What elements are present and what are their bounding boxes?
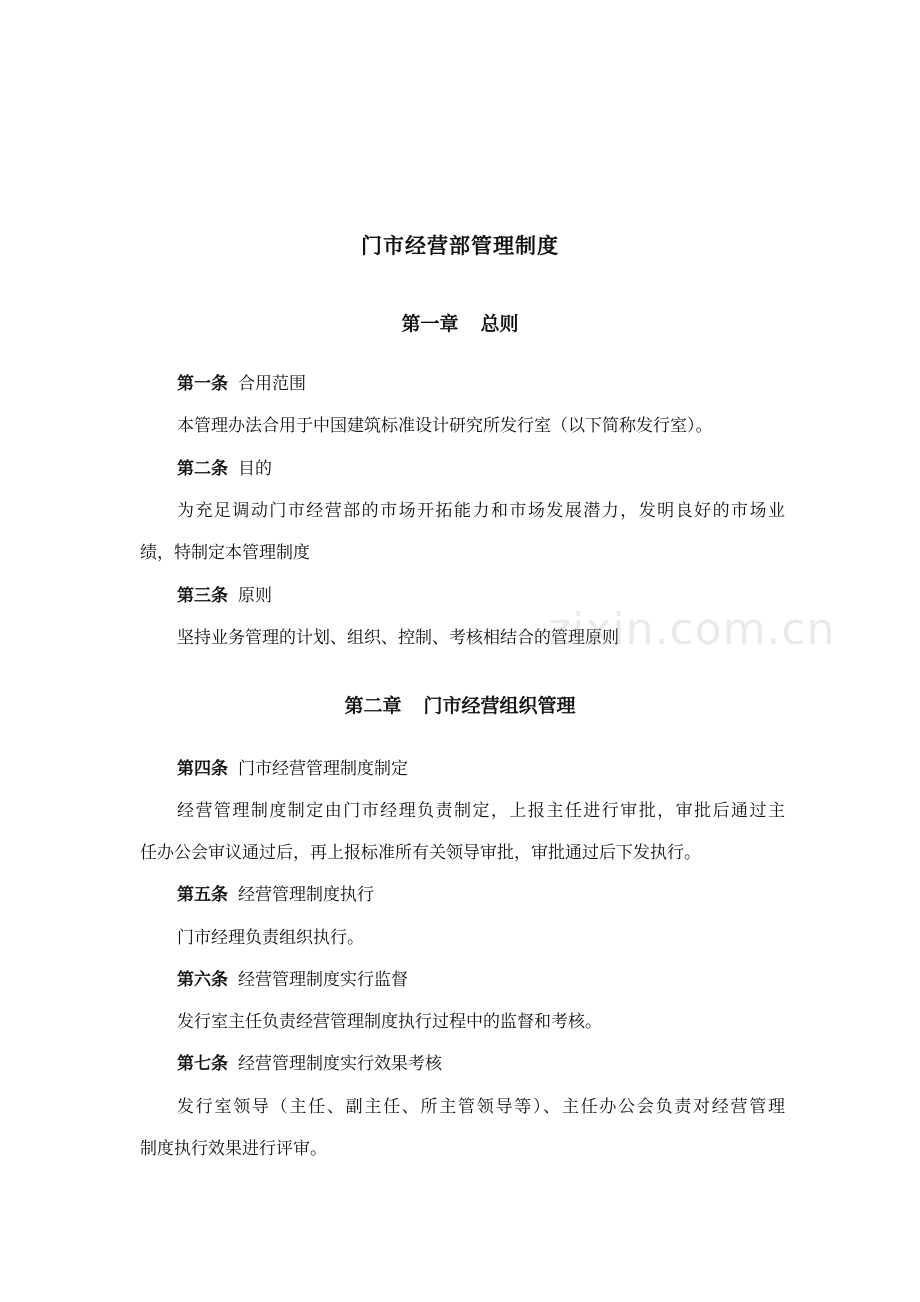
article-5-body: 门市经理负责组织执行。 (177, 928, 364, 948)
article-2-heading-text: 目的 (238, 459, 272, 479)
article-4-heading (177, 755, 822, 783)
article-7-heading-text: 经营管理制度实行效果考核 (238, 1054, 442, 1074)
article-2-heading (177, 455, 822, 483)
article-1-number: 第一条 (177, 374, 228, 394)
article-4-heading-text: 门市经营管理制度制定 (238, 759, 408, 779)
article-5-heading (177, 881, 822, 909)
article-2-body-line-2: 绩，特制定本管理制度 (140, 543, 310, 563)
article-7-number: 第七条 (177, 1054, 228, 1074)
article-6-body: 发行室主任负责经营管理制度执行过程中的监督和考核。 (177, 1012, 602, 1032)
article-5-number: 第五条 (177, 885, 228, 905)
article-4-body-line-2: 任办公会审议通过后，再上报标准所有关领导审批，审批通过后下发执行。 (140, 843, 701, 863)
watermark: zixin.com.cn (548, 604, 836, 655)
document-title: 门市经营部管理制度 (361, 233, 559, 258)
article-6-heading-text: 经营管理制度实行监督 (238, 970, 408, 990)
article-7-body-line-1: 发行室领导（主任、副主任、所主管领导等）、主任办公会负责对经营管理 (177, 1097, 785, 1117)
article-3-heading-text: 原则 (238, 586, 272, 606)
chapter-2-title (0, 691, 920, 718)
article-5-heading-text: 经营管理制度执行 (238, 885, 374, 905)
article-1-heading (177, 370, 822, 398)
article-6-number: 第六条 (177, 970, 228, 990)
article-2-number: 第二条 (177, 459, 228, 479)
article-1-body: 本管理办法合用于中国建筑标准设计研究所发行室（以下简称发行室）。 (177, 416, 713, 436)
chapter-1-title (0, 309, 920, 336)
article-3-body: 坚持业务管理的计划、组织、控制、考核相结合的管理原则 (177, 628, 619, 648)
chapter-1-number: 第一章 (401, 313, 459, 335)
article-6-heading (177, 966, 822, 994)
article-2-body-line-1: 为充足调动门市经营部的市场开拓能力和市场发展潜力，发明良好的市场业 (177, 501, 785, 521)
chapter-2-number: 第二章 (344, 695, 402, 717)
article-4-body-line-1: 经营管理制度制定由门市经理负责制定，上报主任进行审批，审批后通过主 (177, 801, 785, 821)
article-4-number: 第四条 (177, 759, 228, 779)
article-7-body-line-2: 制度执行效果进行评审。 (140, 1139, 327, 1159)
article-7-heading (177, 1050, 822, 1078)
article-1-heading-text: 合用范围 (238, 374, 306, 394)
chapter-1-name: 总则 (480, 313, 519, 335)
article-3-number: 第三条 (177, 586, 228, 606)
chapter-2-name: 门市经营组织管理 (423, 695, 576, 717)
